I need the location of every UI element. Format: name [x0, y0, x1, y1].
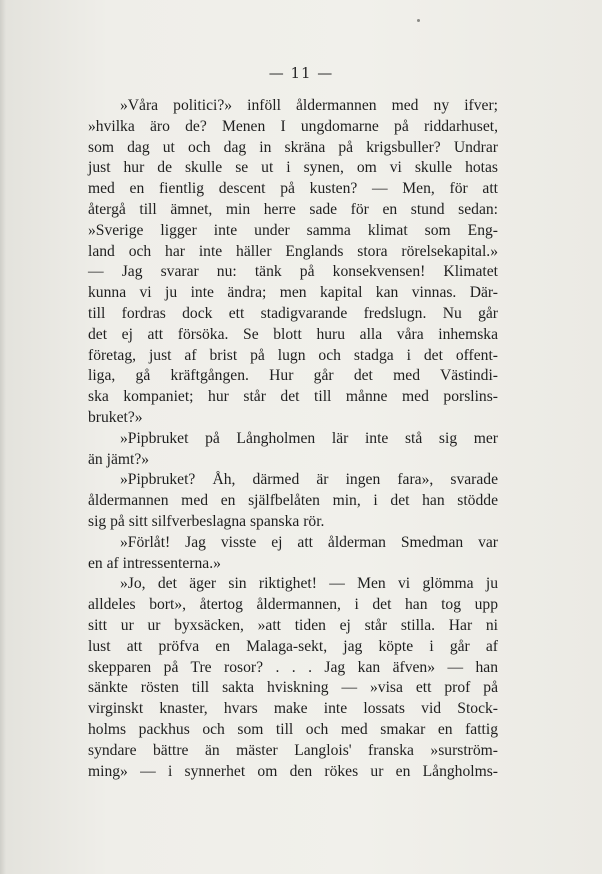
text-line: det ej att försöka. Se blott huru alla våra inhemska	[88, 325, 498, 343]
text-line: än jämt?»	[88, 450, 150, 468]
text-line: just hur de skulle se ut i synen, om vi skulle hotas	[88, 159, 498, 177]
text-line: återgå till ämnet, min herre sade för en stund sedan:	[88, 200, 498, 218]
text-line: lust att pröfva en Malaga-sekt, jag köpte i går af	[88, 637, 498, 655]
text-line: holms packhus och som till och med smakar en fattig	[88, 720, 498, 738]
text-line: skepparen på Tre rosor? . . . Jag kan äfven» — han	[88, 658, 498, 676]
text-line: »Pipbruket på Långholmen lär inte stå sig mer	[120, 429, 498, 447]
page-gutter-shadow	[0, 0, 6, 874]
text-line: till fordras dock ett stadigvarande fredslugn. Nu går	[88, 304, 498, 322]
text-line: »Våra politici?» inföll åldermannen med ny ifver;	[120, 97, 498, 114]
text-line: sig på sitt silfverbeslagna spanska rör.	[88, 512, 325, 530]
text-line: åldermannen med en själfbelåten min, i det han stödde	[88, 492, 498, 510]
text-line: land och har inte häller Englands stora rörelsekapital.»	[88, 242, 498, 260]
text-line: »Förlåt! Jag visste ej att ålderman Smedman var	[120, 533, 498, 551]
text-line: företag, just af brist på lugn och stadga i det offent-	[88, 346, 498, 364]
text-line: kunna vi ju inte ändra; men kapital kan vinnas. Där-	[88, 284, 498, 302]
text-line: ska kompaniet; hur står det till månne med porslins-	[88, 388, 498, 406]
text-line: alldeles bort», återtog åldermannen, i det han tog upp	[88, 596, 498, 614]
text-line: »Jo, det äger sin riktighet! — Men vi glömma ju	[120, 575, 498, 593]
text-line: virginskt knaster, hvars make inte lossats vid Stock-	[88, 700, 498, 718]
text-line: bruket?»	[88, 408, 143, 426]
text-line: syndare bättre än mäster Langlois' franska »surström-	[88, 741, 498, 759]
page-number: — 11 —	[268, 64, 334, 82]
text-line: ming» — i synnerhet om den rökes ur en Långholms-	[88, 762, 498, 780]
text-line: — Jag svarar nu: tänk på konsekvensen! Klimatet	[88, 263, 498, 281]
text-line: »Sverige ligger inte under samma klimat som Eng-	[88, 221, 498, 239]
text-line: sitt ur ur byxsäcken, »att tiden ej står stilla. Har ni	[88, 616, 498, 634]
body-text	[88, 96, 498, 782]
text-line: sänkte rösten till sakta hviskning — »visa ett prof på	[88, 679, 498, 697]
text-line: »Pipbruket? Åh, därmed är ingen fara», svarade	[120, 471, 498, 489]
text-line: en af intressenterna.»	[88, 554, 221, 572]
paper-speck	[417, 19, 420, 22]
text-line: liga, gå kräftgången. Hur går det med Västindi-	[88, 367, 498, 385]
text-line: »hvilka äro de? Menen I ungdomarne på riddarhuset,	[88, 117, 498, 135]
text-line: med en fientlig descent på kusten? — Men, för att	[88, 180, 498, 198]
text-line: som dag ut och dag in skräna på krigsbuller? Undrar	[88, 138, 498, 156]
